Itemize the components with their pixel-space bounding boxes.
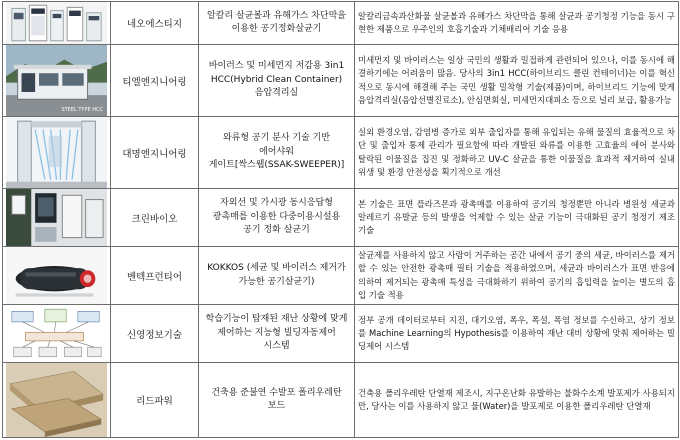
technology-line: 와류형 공기 분사 기술 기반 <box>222 133 331 144</box>
description: 미세먼지 및 바이러스는 일상 국민의 생활과 밀접하게 관련되어 있으나, 이를 동시에 해결하기에는 어려움이 많음. 당사의 3in1 HCC(하이브리드 클린 컨테이너)는 이를 혁신적으로 동시에 해결해 주는 국민 생활 밀착형 기술(제품)이며, 하이브리드 기능에 맞게 음압격리실(음압선별진료소), 안심면회실, 미세먼지대피소 등으로 널리 보급, 활용가능 <box>355 45 679 117</box>
technology-line: 바이러스 및 미세먼지 저감용 3in1 <box>208 61 345 72</box>
technology-line: 자외선 및 가시광 동시응답형 <box>220 198 333 209</box>
system-diagram-icon <box>6 305 107 362</box>
technology-name <box>199 117 355 189</box>
technology-line: 공기 정화 살균기 <box>243 225 310 236</box>
technology-line: 제어하는 지능형 빌딩자동제어 <box>217 327 336 338</box>
technology-name <box>199 305 355 363</box>
technology-line: KOKKOS (세균 및 바이러스 제거가 <box>207 263 346 273</box>
product-image-cell <box>3 189 111 247</box>
description: 살균제를 사용하지 않고 사람이 거주하는 공간 내에서 공기 중의 세균, 바이러스를 제거할 수 있는 안전한 광촉매 필터 기술을 적용하였으며, 세균과 바이러스가 표면 반응에 의하여 제거되는 광촉매 특성을 극대화하기 위하여 공기의 흡입력을 높이는 별도의 흡입 기술 적용 <box>355 247 679 305</box>
air-purifier-product-icon <box>6 2 107 44</box>
technology-line: 광촉매를 이용한 다중이용시설용 <box>212 211 341 222</box>
product-table <box>2 1 679 438</box>
description: 정부 공개 데이터로부터 지진, 대기오염, 폭우, 폭설, 폭염 정보를 수신하고, 상기 정보를 Machine Learning의 Hypothesis를 이용하여 재난 대비 상황에 맞춰 제어하는 빌딩제어 시스템 <box>355 305 679 363</box>
table-row <box>3 305 679 363</box>
product-image-cell <box>3 45 111 117</box>
table-row <box>3 117 679 189</box>
polyurethane-board-icon <box>6 363 107 437</box>
description: 본 기술은 표면 플라즈몬과 광촉매를 이용하여 공기의 청정뿐만 아니라 병원성 세균과 알레르기 유발균 등의 발생을 억제할 수 있는 살균 기능이 극대화된 공기 청정기 제조 기술 <box>355 189 679 247</box>
table-row <box>3 45 679 117</box>
company-name: 크린바이오 <box>111 189 199 247</box>
technology-line: 건축용 준불연 수발포 폴리우레탄 <box>211 387 342 398</box>
container-building-icon <box>6 45 107 116</box>
company-name: 리드파워 <box>111 363 199 438</box>
image-caption: STEEL TYPE HCC <box>61 107 103 113</box>
product-image-cell <box>3 305 111 363</box>
technology-line: 에어샤워 <box>259 146 294 157</box>
technology-line: 가능한 공기살균기) <box>238 276 315 287</box>
technology-line: 음압격리실 <box>254 88 299 99</box>
technology-line: 학습기능이 탑재된 재난 상황에 맞게 <box>205 314 348 325</box>
description: 알칼리금속과산화물 살균볼과 유해가스 차단막을 통해 살균과 공기청정 기능을 동시 구현한 제품으로 우주인의 호흡기술과 기체배리어 기술 응용 <box>355 2 679 45</box>
technology-line: 시스템 <box>263 341 290 352</box>
company-name: 신영정보기술 <box>111 305 199 363</box>
company-name: 대명엔지니어링 <box>111 117 199 189</box>
product-image-cell <box>3 2 111 45</box>
technology-name <box>199 45 355 117</box>
table-row <box>3 189 679 247</box>
technology-line: 게이트[싹스웹(SSAK-SWEEPER)] <box>208 160 345 171</box>
air-shower-gate-icon <box>6 117 107 188</box>
table-row <box>3 363 679 438</box>
company-name: 벤텍프런티어 <box>111 247 199 305</box>
technology-line: 보드 <box>267 401 286 411</box>
technology-name <box>199 363 355 438</box>
company-name: 네오에스티지 <box>111 2 199 45</box>
technology-line: HCC(Hybrid Clean Container) <box>210 74 343 85</box>
company-name: 티엘엔지니어링 <box>111 45 199 117</box>
technology-line: 알칼리 살균볼과 유해가스 차단막을 <box>207 10 346 21</box>
technology-line: 이용한 공기정화살균기 <box>231 24 322 34</box>
description: 실외 환경오염, 감염병 증가로 외부 출입자를 통해 유입되는 유해 물질의 효율적으로 차단 및 출입자 통제 관리가 필요함에 따라 개발된 와류를 이용한 고효율의 에어 분사와 탈락된 이물질을 집진 및 정화하고 UV-C 살균을 통한 이물질을 효과적 제거하여 실내 위생 및 환경 안전성을 획기적으로 개선 <box>355 117 679 189</box>
product-image-cell <box>3 117 111 189</box>
technology-name <box>199 247 355 305</box>
product-image-cell <box>3 247 111 305</box>
technology-name <box>199 2 355 45</box>
table-row <box>3 2 679 45</box>
table-row <box>3 247 679 305</box>
kokkos-sterilizer-icon <box>6 247 107 304</box>
photocatalyst-sterilizer-icon <box>6 189 107 246</box>
product-image-cell <box>3 363 111 438</box>
technology-name <box>199 189 355 247</box>
description: 건축용 폴리우레탄 단열재 제조시, 지구온난화 유발하는 불화수소계 발포제가 사용되지만, 당사는 이를 사용하지 않고 물(Water)을 발포제로 이용한 폴리우레탄 단열재 <box>355 363 679 438</box>
